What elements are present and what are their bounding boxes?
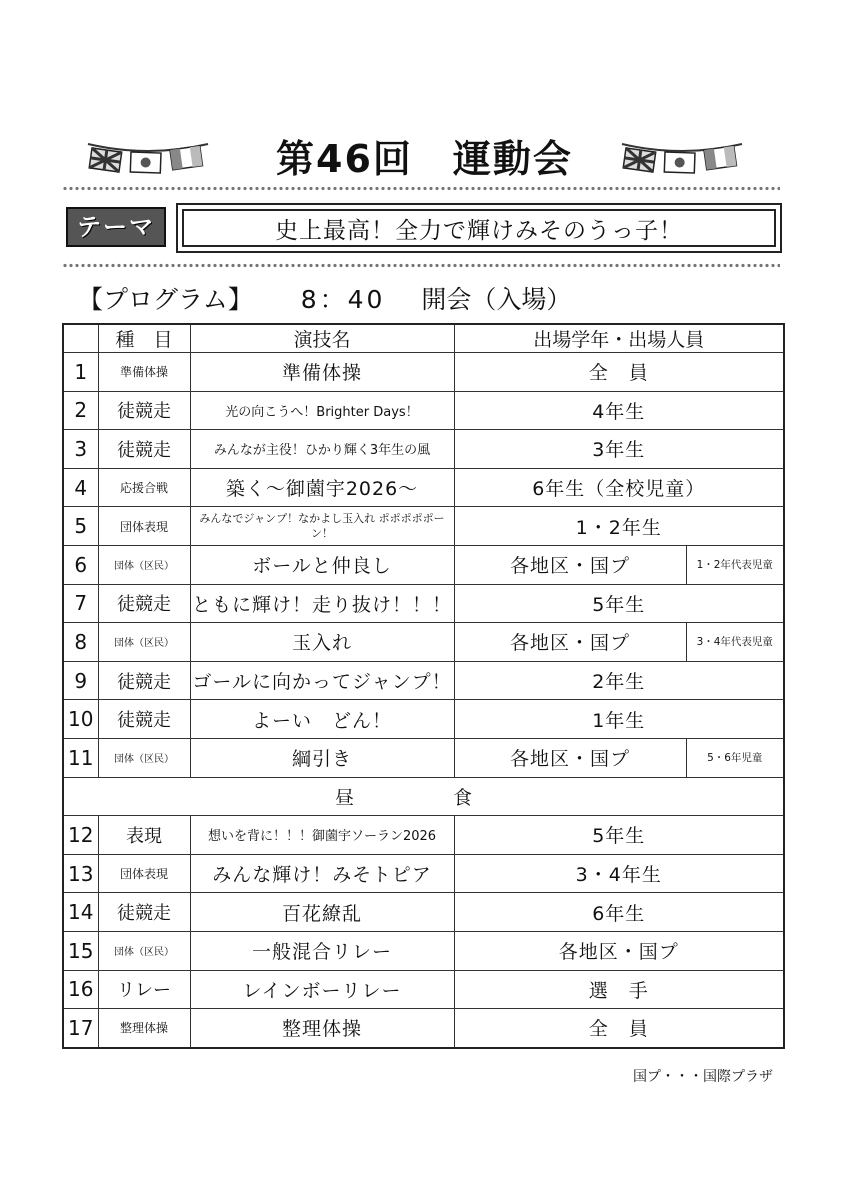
row-participants: 3年生 xyxy=(454,430,784,469)
row-event-name: ともに輝け！走り抜け！！！ xyxy=(190,584,454,623)
row-participants: 各地区・国プ xyxy=(454,623,686,662)
table-row xyxy=(63,661,784,700)
row-event-name: 玉入れ xyxy=(190,623,454,662)
theme-text: 史上最高！全力で輝けみそのうっ子！ xyxy=(182,209,776,247)
row-participants: 全 員 xyxy=(454,353,784,392)
row-category: 団体（区民） xyxy=(98,545,190,584)
row-number: 4 xyxy=(63,468,98,507)
table-row xyxy=(63,584,784,623)
row-event-name: ゴールに向かってジャンプ！ xyxy=(190,661,454,700)
row-number: 6 xyxy=(63,545,98,584)
lunch-row xyxy=(63,777,784,816)
row-participants: 6年生（全校児童） xyxy=(454,468,784,507)
row-participants: 5年生 xyxy=(454,584,784,623)
row-category: 団体（区民） xyxy=(98,623,190,662)
opening-event: 開会（入場） xyxy=(421,285,572,314)
row-category: 団体（区民） xyxy=(98,738,190,777)
table-row xyxy=(63,353,784,392)
row-participants: 6年生 xyxy=(454,893,784,932)
row-number: 9 xyxy=(63,661,98,700)
program-header xyxy=(78,280,581,316)
row-participants: 各地区・国プ xyxy=(454,545,686,584)
row-participants: 4年生 xyxy=(454,391,784,430)
table-row xyxy=(63,545,784,584)
row-participants: 5年生 xyxy=(454,816,784,855)
program-heading: 【プログラム】 xyxy=(78,285,253,314)
header-number xyxy=(63,324,98,353)
row-participants: 選 手 xyxy=(454,970,784,1009)
row-category: 徒競走 xyxy=(98,584,190,623)
row-event-name: 想いを背に！！！御薗宇ソーラン2026 xyxy=(190,816,454,855)
row-participants: 各地区・国プ xyxy=(454,738,686,777)
table-row xyxy=(63,970,784,1009)
table-row xyxy=(63,391,784,430)
row-event-name: 光の向こうへ！Brighter Days！ xyxy=(190,391,454,430)
row-participants: 各地区・国プ xyxy=(454,931,784,970)
row-participants: 1年生 xyxy=(454,700,784,739)
table-header-row xyxy=(63,324,784,353)
row-event-name: 整理体操 xyxy=(190,1009,454,1048)
row-category: 表現 xyxy=(98,816,190,855)
row-category: 徒競走 xyxy=(98,661,190,700)
table-row xyxy=(63,854,784,893)
row-number: 17 xyxy=(63,1009,98,1048)
row-category: 準備体操 xyxy=(98,353,190,392)
header-category: 種 目 xyxy=(98,324,190,353)
row-participants: 3・4年生 xyxy=(454,854,784,893)
row-category: 団体（区民） xyxy=(98,931,190,970)
row-number: 7 xyxy=(63,584,98,623)
row-number: 14 xyxy=(63,893,98,932)
header-event-name: 演技名 xyxy=(190,324,454,353)
row-participants: 全 員 xyxy=(454,1009,784,1048)
row-number: 11 xyxy=(63,738,98,777)
row-number: 12 xyxy=(63,816,98,855)
table-row xyxy=(63,931,784,970)
table-row xyxy=(63,507,784,546)
row-number: 16 xyxy=(63,970,98,1009)
row-event-name: みんなが主役！ひかり輝く3年生の風 xyxy=(190,430,454,469)
dotted-divider-top xyxy=(62,185,780,192)
program-table xyxy=(62,323,785,1049)
row-category: 徒競走 xyxy=(98,391,190,430)
row-note: 1・2年代表児童 xyxy=(686,545,784,584)
row-event-name: レインボーリレー xyxy=(190,970,454,1009)
row-number: 13 xyxy=(63,854,98,893)
row-event-name: よーい どん！ xyxy=(190,700,454,739)
row-number: 8 xyxy=(63,623,98,662)
row-number: 15 xyxy=(63,931,98,970)
table-row xyxy=(63,468,784,507)
lunch-label: 昼 食 xyxy=(63,777,784,816)
row-note: 5・6年児童 xyxy=(686,738,784,777)
table-row xyxy=(63,430,784,469)
table-row xyxy=(63,893,784,932)
row-category: 団体表現 xyxy=(98,507,190,546)
row-note: 3・4年代表児童 xyxy=(686,623,784,662)
footnote: 国プ・・・国際プラザ xyxy=(633,1069,773,1085)
table-row xyxy=(63,623,784,662)
row-category: 徒競走 xyxy=(98,893,190,932)
row-event-name: 一般混合リレー xyxy=(190,931,454,970)
table-row xyxy=(63,816,784,855)
page-title: 第46回 運動会 xyxy=(276,137,573,181)
row-category: 団体表現 xyxy=(98,854,190,893)
row-category: 徒競走 xyxy=(98,700,190,739)
row-event-name: 準備体操 xyxy=(190,353,454,392)
row-number: 1 xyxy=(63,353,98,392)
row-event-name: 築く～御薗宇2026～ xyxy=(190,468,454,507)
row-participants: 2年生 xyxy=(454,661,784,700)
header-participants: 出場学年・出場人員 xyxy=(454,324,784,353)
table-row xyxy=(63,1009,784,1048)
table-row xyxy=(63,738,784,777)
table-row xyxy=(63,700,784,739)
row-category: 徒競走 xyxy=(98,430,190,469)
row-event-name: ボールと仲良し xyxy=(190,545,454,584)
row-event-name: みんなでジャンプ！なかよし玉入れ ポポポポポーン！ xyxy=(190,507,454,546)
row-number: 2 xyxy=(63,391,98,430)
theme-label: テーマ xyxy=(66,207,166,247)
theme-box xyxy=(176,203,782,253)
dotted-divider-bottom xyxy=(62,262,780,269)
row-category: リレー xyxy=(98,970,190,1009)
row-number: 10 xyxy=(63,700,98,739)
row-event-name: 綱引き xyxy=(190,738,454,777)
row-number: 5 xyxy=(63,507,98,546)
row-event-name: 百花繚乱 xyxy=(190,893,454,932)
row-participants: 1・2年生 xyxy=(454,507,784,546)
row-category: 整理体操 xyxy=(98,1009,190,1048)
row-event-name: みんな輝け！みそトピア xyxy=(190,854,454,893)
opening-time: 8：40 xyxy=(300,285,386,314)
row-number: 3 xyxy=(63,430,98,469)
row-category: 応援合戦 xyxy=(98,468,190,507)
